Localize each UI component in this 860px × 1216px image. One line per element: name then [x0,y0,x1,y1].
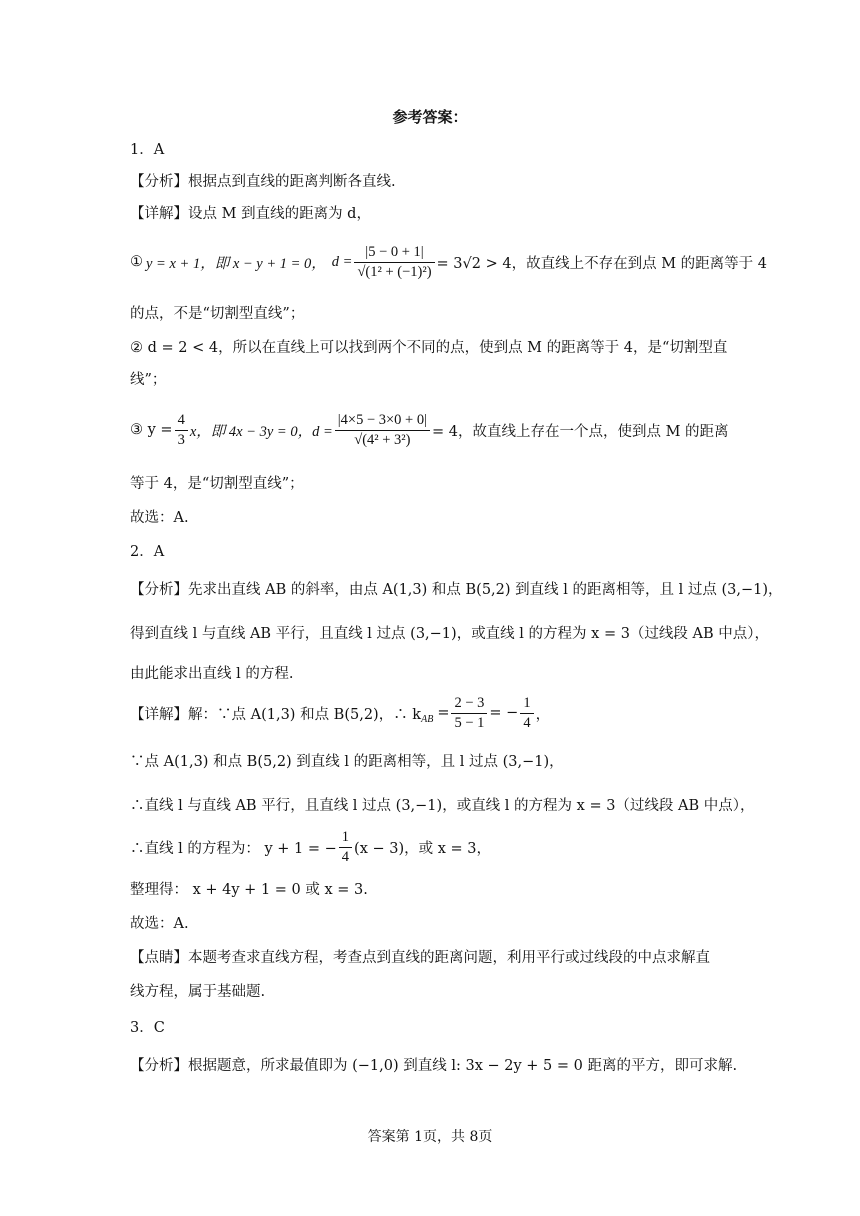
q2-detail-text: 【详解】解：∵点 A(1,3) 和点 B(5,2)，∴ k [130,706,422,723]
case1-denominator: √(1² + (−1)²) [357,263,432,280]
case3-slope-num: 4 [175,412,188,431]
q2-equals-neg: = − [489,705,519,721]
page-title: 参考答案： [392,108,468,126]
q2-step3-fraction [339,829,352,866]
q2-step3-rest: (x − 3)，或 x = 3， [354,840,491,857]
q2-slope-fraction [451,695,487,732]
q2-step3-text: ∴直线 l 的方程为： y + 1 = − [130,840,337,857]
case1-fraction [354,244,434,281]
q2-step-2: ∴直线 l 与直线 AB 平行，且直线 l 过点 (3,−1)，或直线 l 的方程为 x = 3（过线段 AB 中点）， [130,798,755,814]
q2-slope-subscript: AB [421,713,434,725]
q1-choose: 故选：A. [130,510,189,526]
q2-result-den: 4 [523,714,531,731]
q1-answer: 1．A [130,142,165,158]
case1-marker: ① [130,254,143,270]
q2-result-num: 1 [520,695,533,714]
case1-result: = 3√2 > 4，故直线上不存在到点 M 的距离等于 4 [436,255,767,272]
case3-result: = 4，故直线上存在一个点，使到点 M 的距离 [432,423,729,440]
q2-slope-num: 2 − 3 [451,695,487,714]
q2-detail [130,690,550,736]
case1-numerator: |5 − 0 + 1| [354,244,434,263]
q1-case3 [130,404,729,456]
q2-comment-2: 线方程，属于基础题. [130,984,266,1000]
q2-analysis-2: 得到直线 l 与直线 AB 平行，且直线 l 过点 (3,−1)，或直线 l 的方程为 x = 3（过线段 AB 中点）， [130,626,770,642]
q1-detail: 【详解】设点 M 到直线的距离为 d， [130,206,371,222]
q2-choose: 故选：A. [130,916,189,932]
q2-equals: = [437,705,450,721]
case1-equation: y = x + 1，即 x − y + 1 = 0， [146,255,326,272]
case3-fraction [335,412,430,449]
case2-continuation: 线”； [130,372,167,388]
q2-step-4: 整理得： x + 4y + 1 = 0 或 x = 3. [130,882,368,898]
q1-case2: ② d = 2 < 4，所以在直线上可以找到两个不同的点，使到点 M 的距离等于 4，是“切割型直 [130,340,728,356]
q2-result-fraction [520,695,533,732]
q2-step3-num: 1 [339,829,352,848]
case1-d: d = [331,253,353,270]
q3-answer: 3．C [130,1020,165,1036]
q1-case1 [130,236,767,288]
case3-slope-fraction [175,412,188,449]
case3-numerator: |4×5 − 3×0 + 0| [335,412,430,431]
q2-comment-1: 【点睛】本题考查求直线方程，考查点到直线的距离问题，利用平行或过线段的中点求解直 [130,950,710,966]
q2-detail-end: ， [535,706,551,723]
q1-analysis: 【分析】根据点到直线的距离判断各直线. [130,174,396,190]
q2-step-1: ∵点 A(1,3) 和点 B(5,2) 到直线 l 的距离相等，且 l 过点 (3,−1)， [130,754,564,770]
q2-step3-den: 4 [341,848,350,865]
case3-continuation: 等于 4，是“切割型直线”； [130,476,304,492]
q2-step-3 [130,824,491,870]
case3-prefix: ③ y = [130,422,173,438]
q2-analysis-1: 【分析】先求出直线 AB 的斜率，由点 A(1,3) 和点 B(5,2) 到直线 l 的距离相等，且 l 过点 (3,−1)， [130,582,783,598]
q2-answer: 2．A [130,544,165,560]
case1-continuation: 的点，不是“切割型直线”； [130,306,305,322]
case3-equation: x，即 4x − 3y = 0，d = [189,423,333,440]
q2-slope-den: 5 − 1 [454,714,485,731]
q2-analysis-3: 由此能求出直线 l 的方程. [130,666,294,682]
case3-slope-den: 3 [177,431,185,448]
case3-denominator: √(4² + 3²) [354,431,411,448]
page-footer: 答案第 1页，共 8页 [367,1129,493,1145]
q3-analysis: 【分析】根据题意，所求最值即为 (−1,0) 到直线 l: 3x − 2y + 5 = 0 距离的平方，即可求解. [130,1058,738,1074]
